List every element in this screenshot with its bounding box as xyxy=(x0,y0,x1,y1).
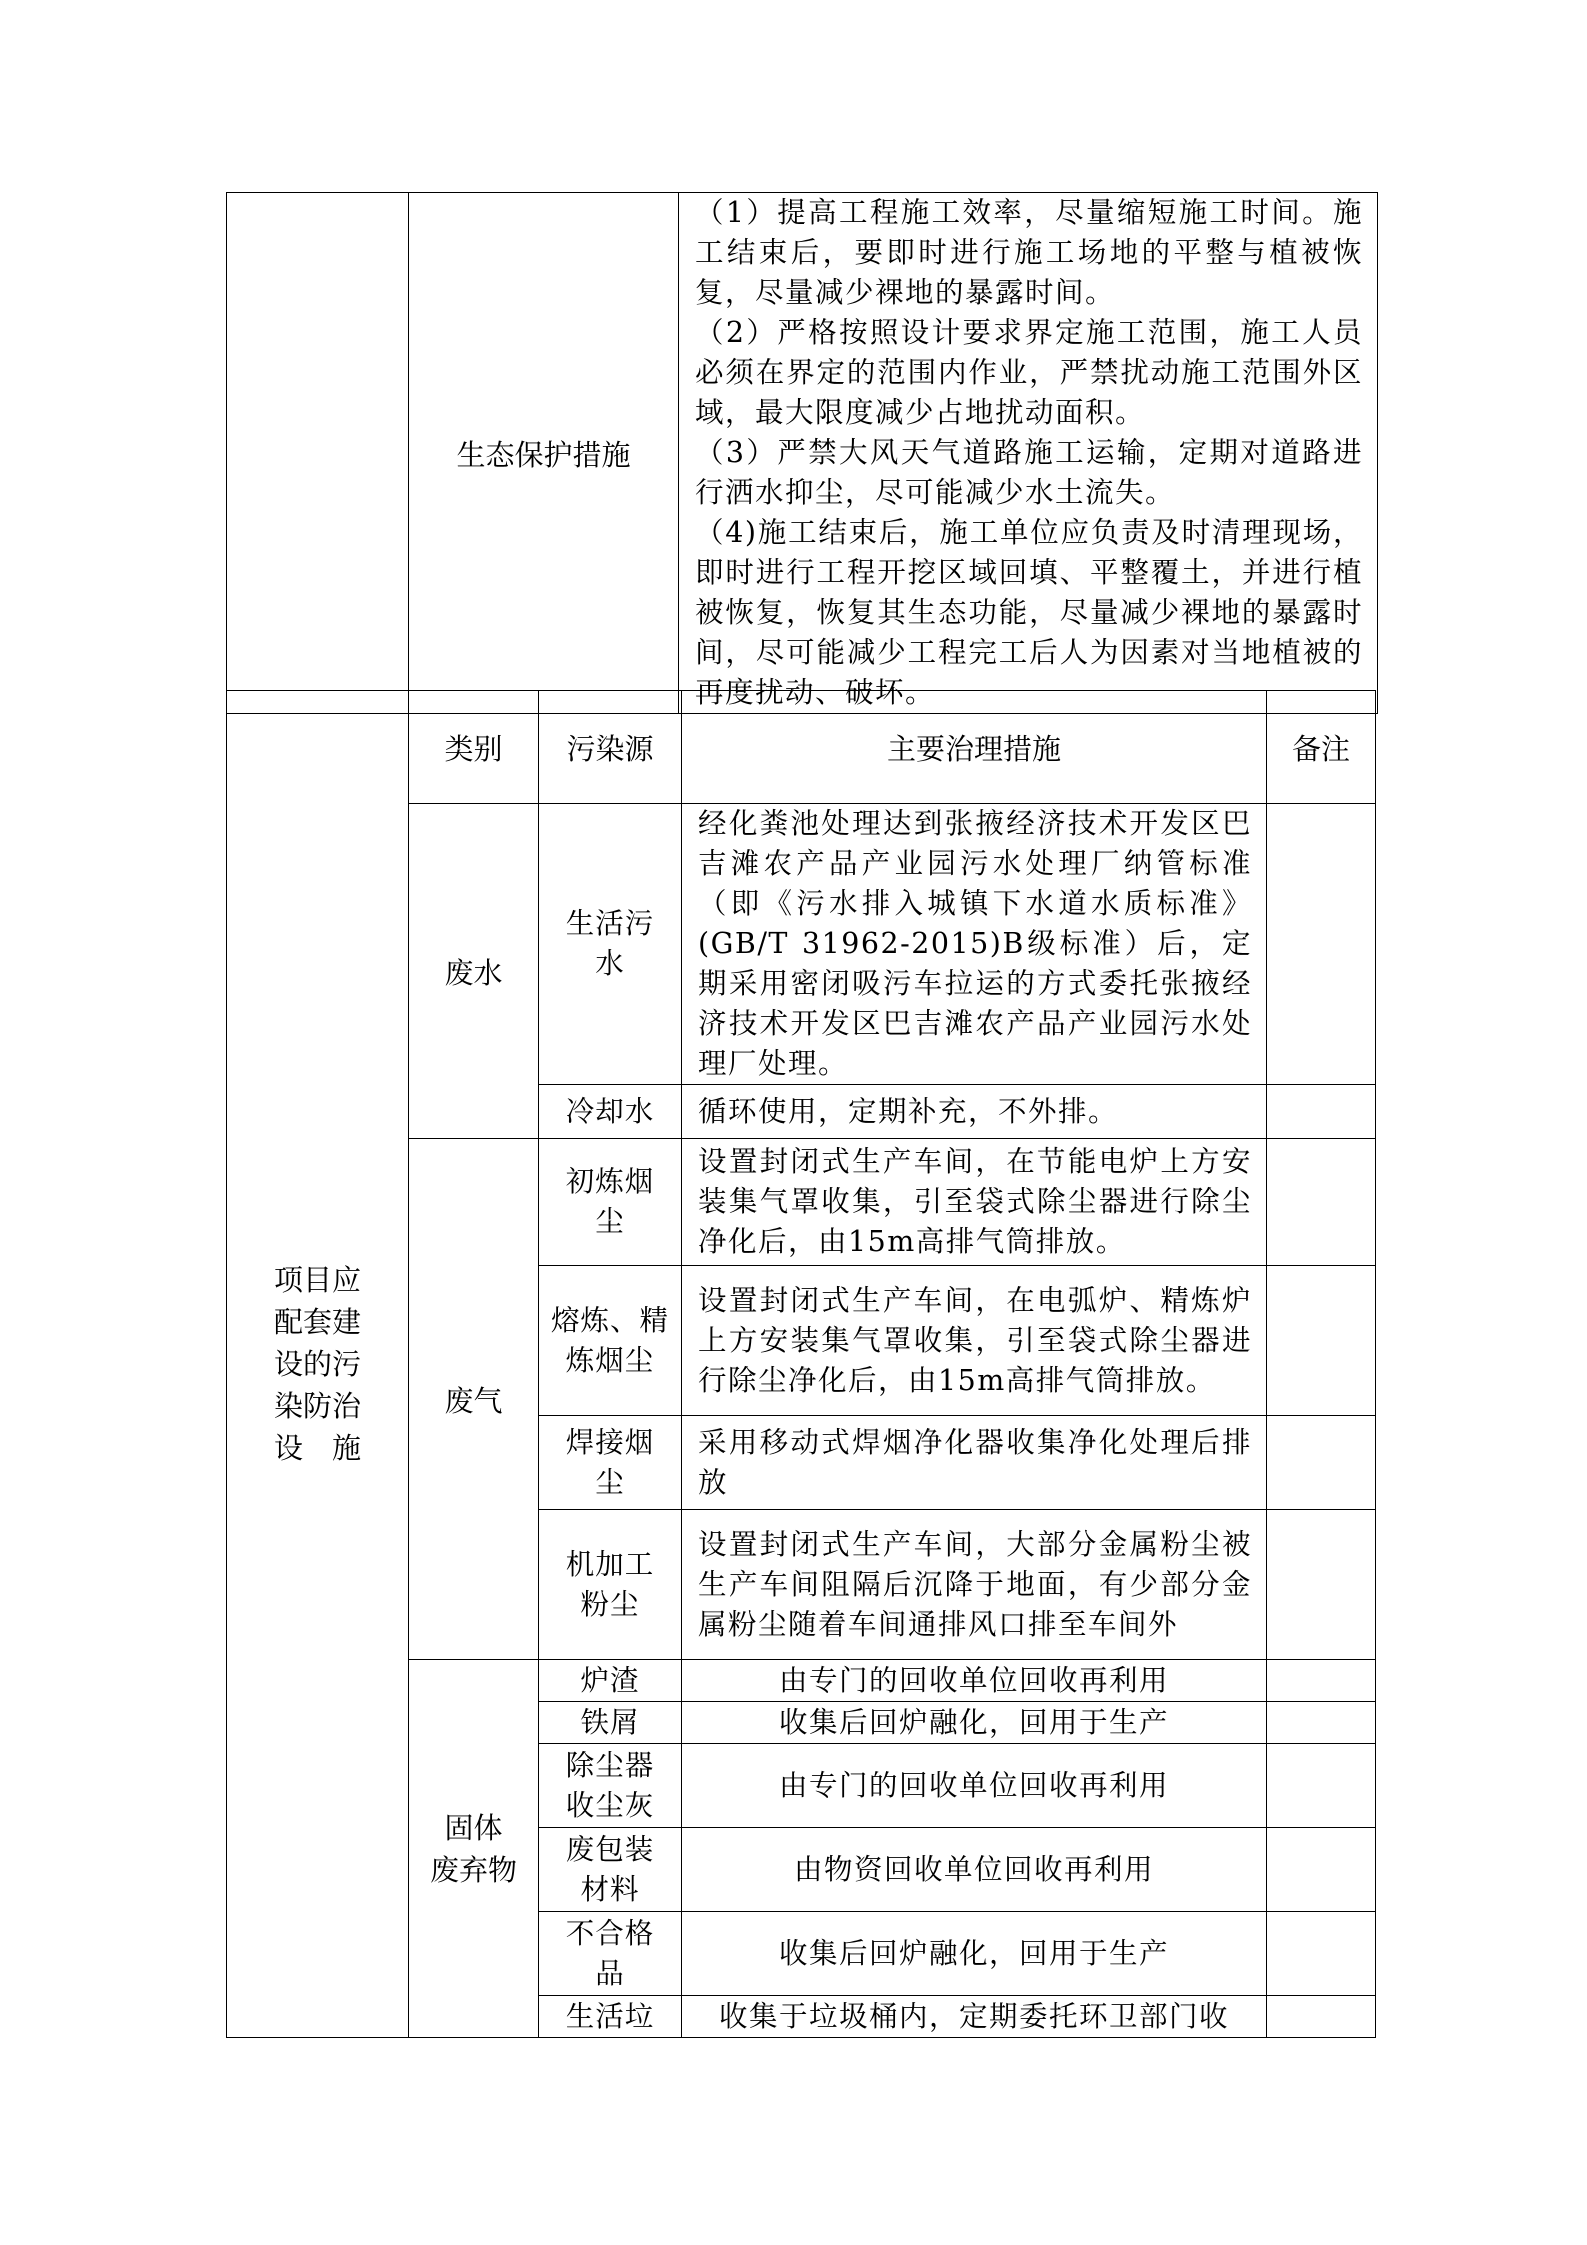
source-cell xyxy=(539,1085,682,1139)
source-line: 收尘灰 xyxy=(565,1788,655,1822)
remark-cell xyxy=(1267,1416,1376,1510)
measure-cell: 收集于垃圾桶内，定期委托环卫部门收 xyxy=(682,1996,1267,2038)
remark-cell xyxy=(1267,1660,1376,1702)
source-line: 尘 xyxy=(595,1205,625,1238)
remark-cell xyxy=(1267,804,1376,1085)
category-solid-waste xyxy=(409,1660,539,2038)
source-line: 生活污 xyxy=(565,907,655,940)
source-line: 品 xyxy=(595,1956,625,1990)
source-line: 尘 xyxy=(595,1465,625,1499)
header-category: 类别 xyxy=(409,691,539,804)
eco-empty-cell xyxy=(227,193,409,714)
source-line: 炼烟尘 xyxy=(565,1343,655,1377)
measure-cell: 收集后回炉融化，回用于生产 xyxy=(682,1912,1267,1996)
measure-cell: 由专门的回收单位回收再利用 xyxy=(682,1744,1267,1828)
measure-cell: 采用移动式焊烟净化器收集净化处理后排放 xyxy=(682,1416,1267,1510)
measure-cell: 由专门的回收单位回收再利用 xyxy=(682,1660,1267,1702)
source-line: 冷却水 xyxy=(565,1094,655,1128)
eco-paragraph-2: （2）严格按照设计要求界定施工范围，施工人员必须在界定的范围内作业，严禁扰动施工范围外区域，最大限度减少占地扰动面积。 xyxy=(695,316,1363,429)
eco-paragraph-3: （3）严禁大风天气道路施工运输，定期对道路进行洒水抑尘，尽可能减少水土流失。 xyxy=(695,436,1363,509)
source-cell xyxy=(539,1702,682,1744)
category-wastewater: 废水 xyxy=(409,804,539,1139)
source-line: 炉渣 xyxy=(580,1663,640,1697)
measure-cell: 由物资回收单位回收再利用 xyxy=(682,1828,1267,1912)
measure-cell: 循环使用，定期补充，不外排。 xyxy=(682,1085,1267,1139)
remark-cell xyxy=(1267,1828,1376,1912)
remark-cell xyxy=(1267,1996,1376,2038)
side-label-line: 设 施 xyxy=(273,1431,361,1465)
side-label-line: 染防治 xyxy=(273,1389,361,1423)
category-exhaust: 废气 xyxy=(409,1139,539,1660)
source-cell xyxy=(539,1416,682,1510)
measure-cell: 设置封闭式生产车间，在节能电炉上方安装集气罩收集，引至袋式除尘器进行除尘净化后，由15m高排气筒排放。 xyxy=(682,1139,1267,1266)
side-label-cell xyxy=(227,691,409,2038)
side-label-line: 设的污 xyxy=(273,1347,361,1381)
source-cell xyxy=(539,1139,682,1266)
source-line: 水 xyxy=(595,947,625,980)
category-line: 固体 xyxy=(444,1810,503,1845)
source-cell xyxy=(539,1510,682,1660)
source-line: 初炼烟 xyxy=(565,1165,655,1198)
remark-cell xyxy=(1267,1510,1376,1660)
side-label-line: 项目应 xyxy=(273,1263,361,1297)
source-cell xyxy=(539,1912,682,1996)
source-line: 机加工 xyxy=(565,1547,655,1581)
source-line: 不合格 xyxy=(565,1916,655,1950)
category-line: 废弃物 xyxy=(429,1852,517,1887)
remark-cell xyxy=(1267,1085,1376,1139)
eco-label: 生态保护措施 xyxy=(456,437,631,472)
source-cell xyxy=(539,1996,682,2038)
source-cell xyxy=(539,1744,682,1828)
header-measures: 主要治理措施 xyxy=(682,691,1267,804)
source-cell xyxy=(539,1828,682,1912)
remark-cell xyxy=(1267,1139,1376,1266)
eco-protection-table xyxy=(226,192,1378,714)
measure-cell: 设置封闭式生产车间，大部分金属粉尘被生产车间阻隔后沉降于地面，有少部分金属粉尘随着车间通排风口排至车间外 xyxy=(682,1510,1267,1660)
source-cell xyxy=(539,1660,682,1702)
source-line: 熔炼、精 xyxy=(550,1303,669,1337)
eco-paragraph-1: （1）提高工程施工效率，尽量缩短施工时间。施工结束后，要即时进行施工场地的平整与植被恢复，尽量减少裸地的暴露时间。 xyxy=(695,196,1363,309)
source-line: 生活垃 xyxy=(565,1999,655,2033)
measure-cell: 收集后回炉融化，回用于生产 xyxy=(682,1702,1267,1744)
header-remarks: 备注 xyxy=(1267,691,1376,804)
source-line: 焊接烟 xyxy=(565,1425,655,1459)
eco-paragraph-4: （4)施工结束后，施工单位应负责及时清理现场，即时进行工程开挖区域回填、平整覆土，并进行植被恢复，恢复其生态功能，尽量减少裸地的暴露时间，尽可能减少工程完工后人为因素对当地植被的再度扰动、破坏。 xyxy=(695,516,1363,709)
remark-cell xyxy=(1267,1744,1376,1828)
measure-cell: 设置封闭式生产车间，在电弧炉、精炼炉上方安装集气罩收集，引至袋式除尘器进行除尘净化后，由15m高排气筒排放。 xyxy=(682,1266,1267,1416)
eco-measures-cell xyxy=(679,193,1378,714)
source-line: 废包装 xyxy=(565,1832,655,1866)
source-line: 材料 xyxy=(580,1872,640,1906)
pollution-table xyxy=(226,690,1376,2038)
source-cell xyxy=(539,804,682,1085)
source-line: 除尘器 xyxy=(565,1748,655,1782)
eco-label-cell xyxy=(409,193,679,714)
source-line: 铁屑 xyxy=(580,1705,640,1739)
side-label-line: 配套建 xyxy=(273,1305,361,1339)
remark-cell xyxy=(1267,1702,1376,1744)
header-source: 污染源 xyxy=(539,691,682,804)
source-cell xyxy=(539,1266,682,1416)
remark-cell xyxy=(1267,1266,1376,1416)
remark-cell xyxy=(1267,1912,1376,1996)
source-line: 粉尘 xyxy=(580,1587,640,1621)
measure-cell: 经化粪池处理达到张掖经济技术开发区巴吉滩农产品产业园污水处理厂纳管标准（即《污水排入城镇下水道水质标准》(GB/T 31962-2015)B级标准）后，定期采用密闭吸污车拉运的方式委托张掖经济技术开发区巴吉滩农产品产业园污水处理厂处理。 xyxy=(682,804,1267,1085)
